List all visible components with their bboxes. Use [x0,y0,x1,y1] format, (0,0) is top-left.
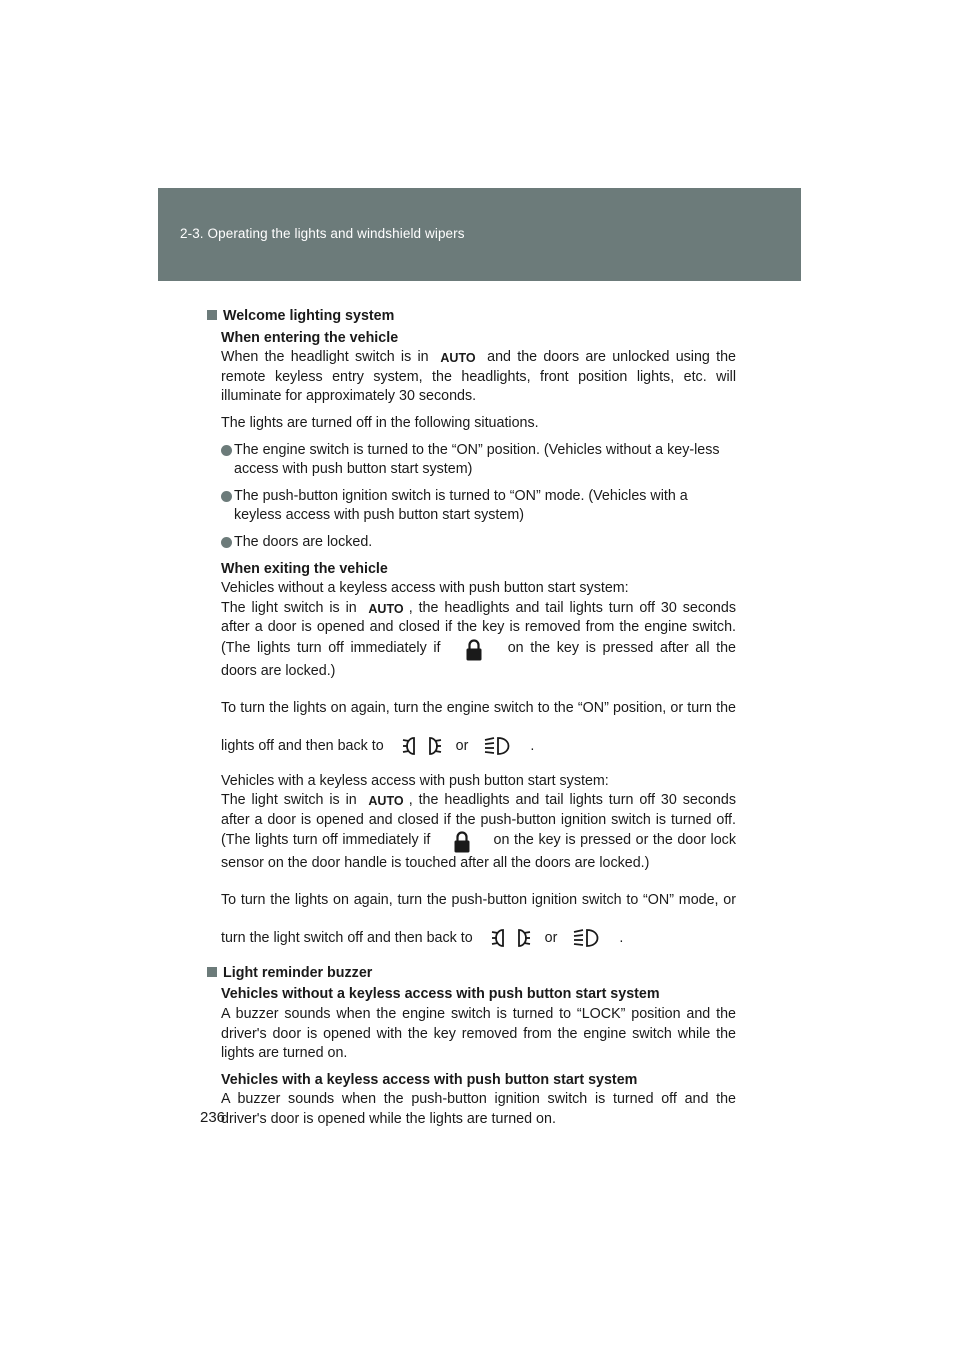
page-number: 236 [200,1109,226,1126]
welcome-lighting-heading: Welcome lighting system [207,307,736,327]
bullet-dot-icon [221,445,232,456]
square-bullet-icon [207,967,217,977]
tail-light-icon [491,926,531,950]
reminder-without-keyless-text: A buzzer sounds when the engine switch is turned to “LOCK” position and the driver's door is opened with the key removed from the engine switch while the lights are turned on. [221,1006,736,1062]
lock-icon [453,830,471,854]
lights-off-intro: The lights are turned off in the following situations. [221,414,539,431]
tail-light-icon [402,734,442,758]
entering-paragraph: When the headlight switch is in AUTO and the doors are unlocked using the remote keyless entry system, the headlights, front position lights, etc. will illuminate for approximately 30 seconds. [221,349,736,405]
exit-with-keyless-paragraph: The light switch is in AUTO , the headlights and tail lights turn off 30 seconds after a door is opened and closed if the push-button ignition switch is turned off. (The lights turn off immediately if on the key is pressed or the door lock sensor on the door handle is touched after all the doors are locked.) [221,792,736,872]
bullet-item: The push-button ignition switch is turned to “ON” mode. (Vehicles with a keyless access with push button start system) [207,487,736,526]
entering-subheading: When entering the vehicle [221,329,399,346]
bullet-item: The engine switch is turned to the “ON” position. (Vehicles without a key-less access with push button start system) [207,441,736,480]
reminder-with-keyless-text: A buzzer sounds when the push-button ignition switch is turned off and the driver's door is opened while the lights are turned on. [221,1091,736,1128]
auto-icon-label: AUTO [440,351,476,365]
section-header-band [158,188,801,281]
auto-icon-label: AUTO [368,794,404,808]
light-reminder-heading: Light reminder buzzer [207,964,736,984]
exit-without-keyless-paragraph: The light switch is in AUTO , the headlights and tail lights turn off 30 seconds after a door is opened and closed if the key is removed from the engine switch. (The lights turn off immediately if on the key is pressed after all the doors are locked.) [221,599,736,679]
page-content [207,307,736,1130]
exit-without-keyless-relight: To turn the lights on again, turn the engine switch to the “ON” position, or turn the lights off and then back to or . [221,689,736,765]
exit-without-keyless-heading: Vehicles without a keyless access with push button start system: [221,580,629,597]
exiting-body [207,560,736,957]
exit-with-keyless-relight: To turn the lights on again, turn the push-button ignition switch to “ON” mode, or turn the light switch off and then back to or . [221,881,736,957]
reminder-without-keyless-heading: Vehicles without a keyless access with push button start system [221,986,660,1003]
auto-switch-icon [439,350,477,364]
headlight-icon [571,926,605,950]
light-reminder-body [207,985,736,1129]
lock-icon [465,638,483,662]
section-title: 2-3. Operating the lights and windshield wipers [180,226,465,241]
exiting-subheading: When exiting the vehicle [221,560,388,577]
reminder-with-keyless-heading: Vehicles with a keyless access with push button start system [221,1071,638,1088]
bullet-dot-icon [221,537,232,548]
exit-with-keyless-heading: Vehicles with a keyless access with push button start system: [221,772,609,789]
auto-switch-icon [367,601,405,615]
auto-icon-label: AUTO [368,601,404,615]
bullet-dot-icon [221,491,232,502]
headlight-icon [482,734,516,758]
bullet-item: The doors are locked. [207,533,736,553]
square-bullet-icon [207,310,217,320]
welcome-lighting-body [207,329,736,434]
auto-switch-icon [367,793,405,807]
